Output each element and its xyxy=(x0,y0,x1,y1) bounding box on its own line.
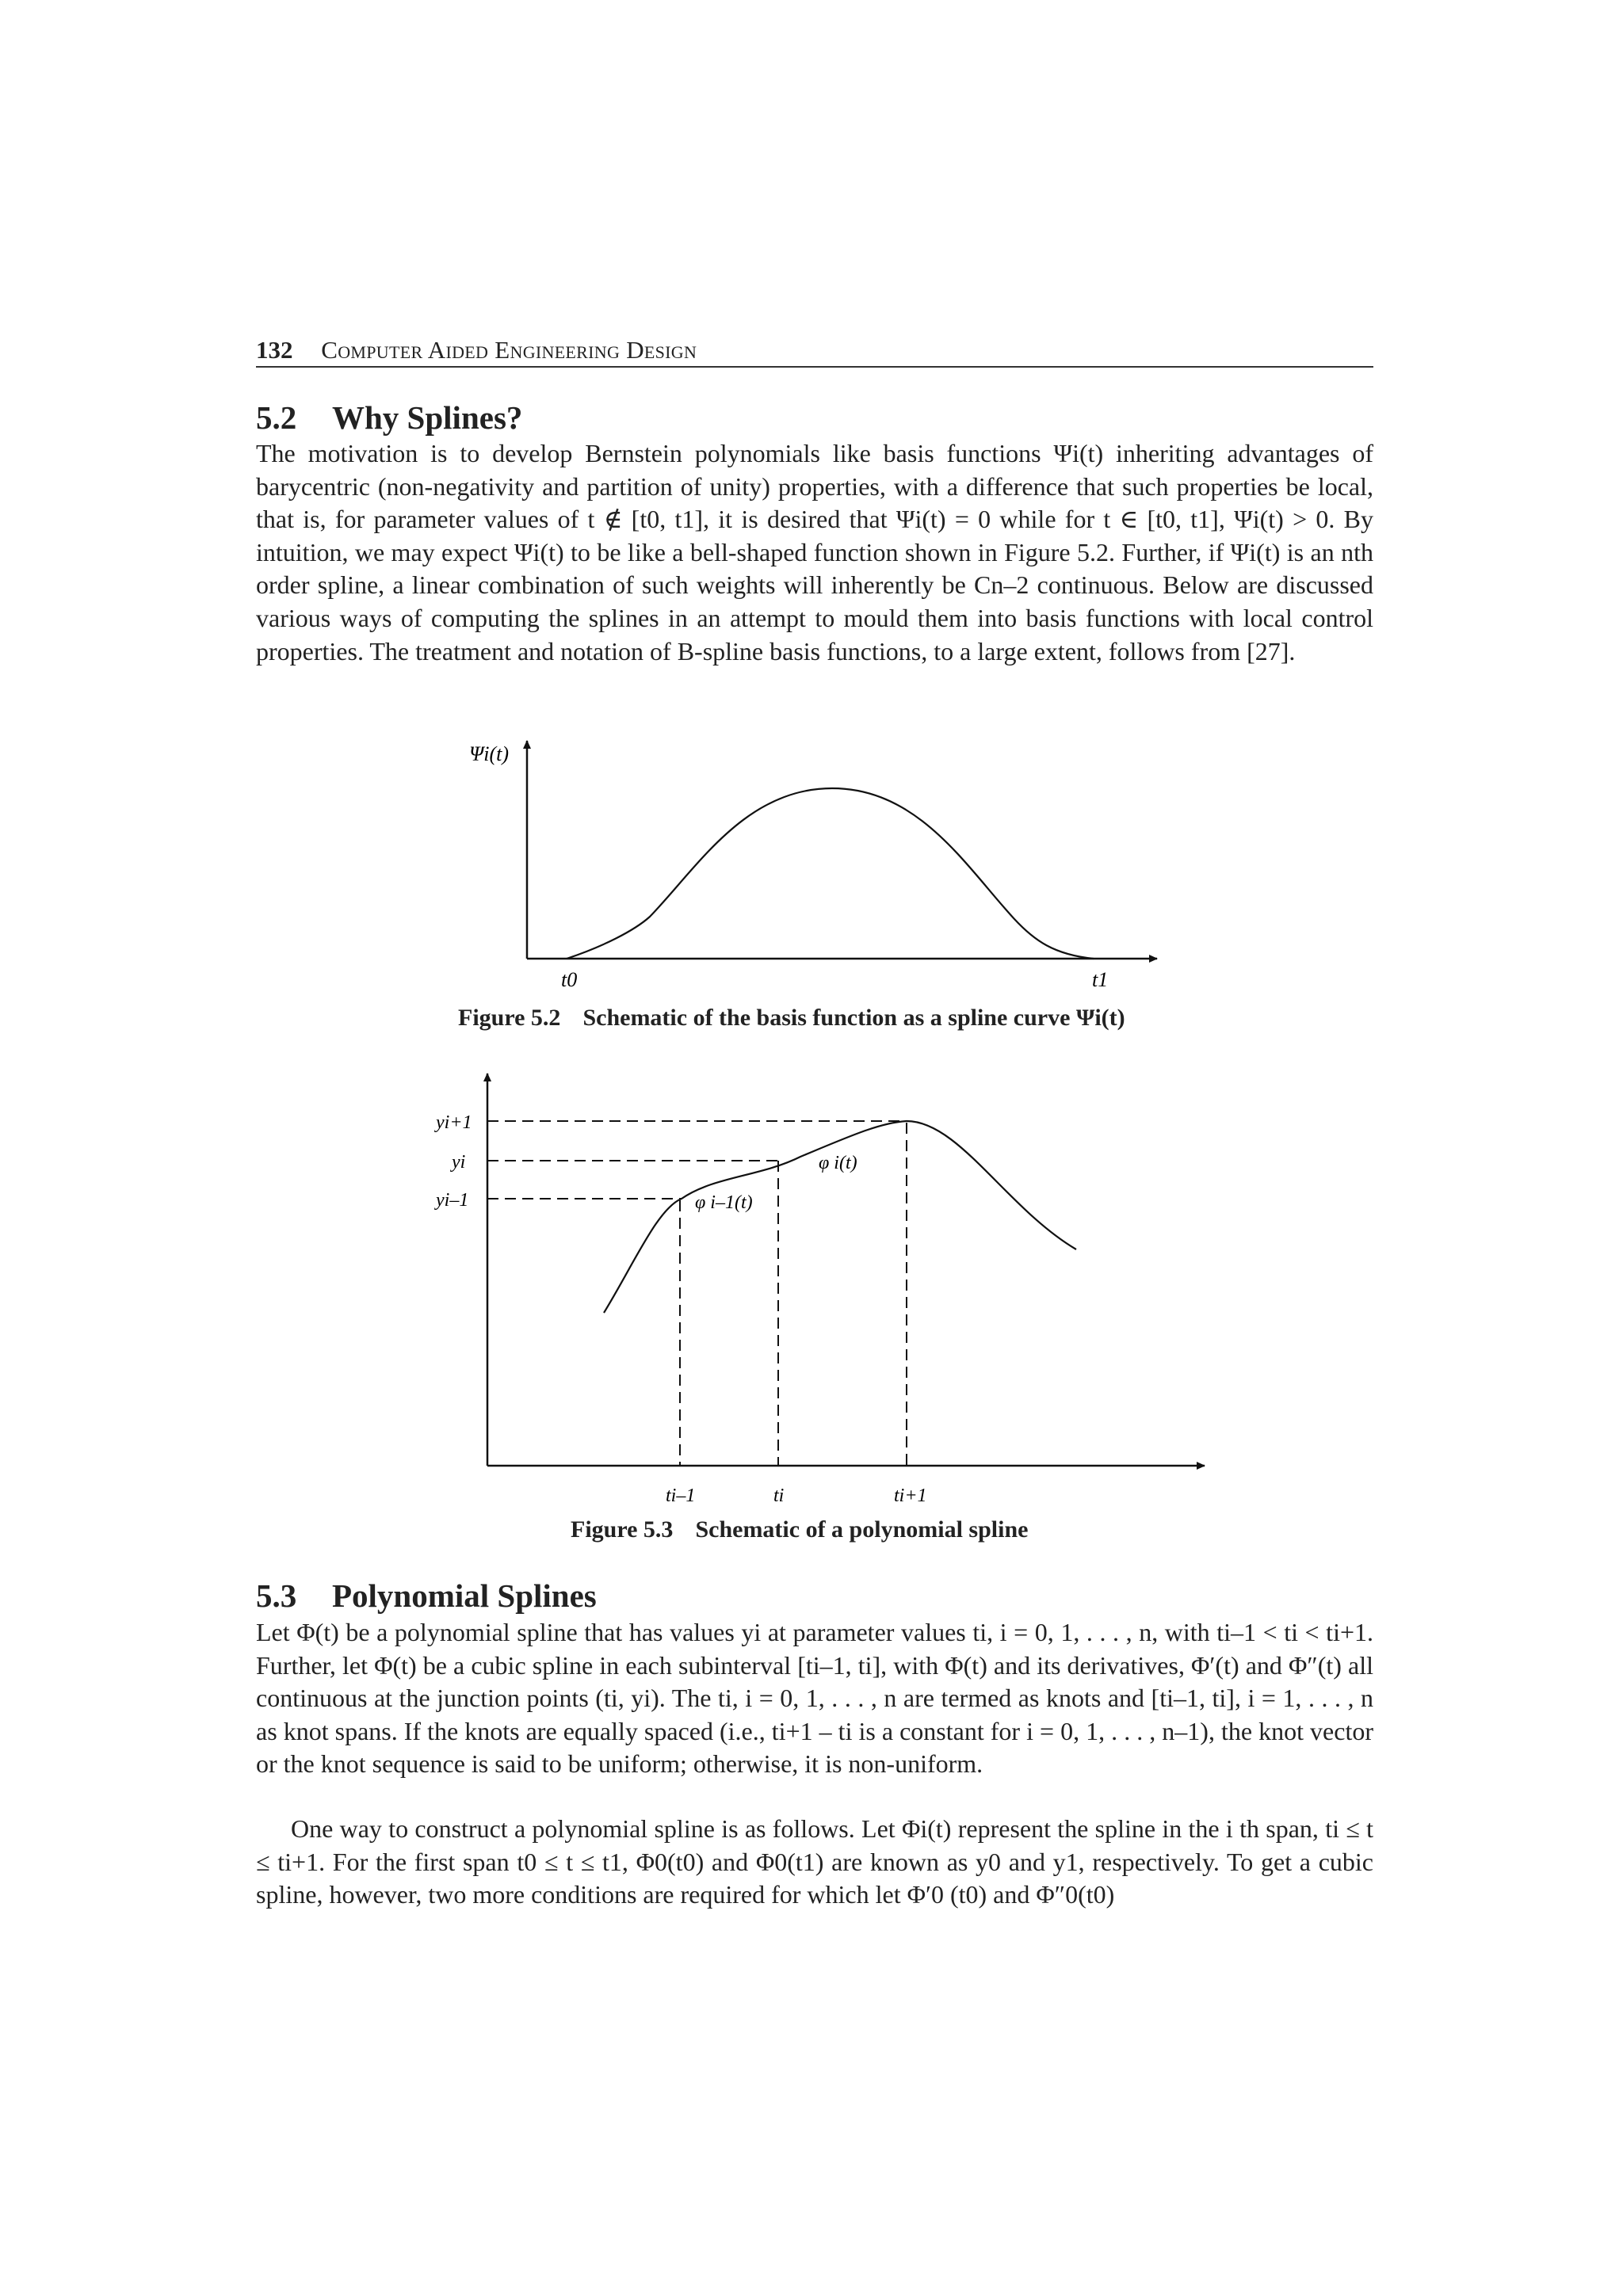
figure-5-2-caption xyxy=(458,1005,1125,1032)
caption-text: Schematic of the basis function as a spline curve Ψi(t) xyxy=(582,1005,1125,1031)
section-title: Polynomial Splines xyxy=(332,1577,597,1614)
paragraph-polynomial-splines-1: Let Φ(t) be a polynomial spline that has values yi at parameter values ti, i = 0, 1, . . . , n, with ti–1 < ti < ti+1. Further, let Φ(t) be a cubic spline in each subinterval [ti–1, ti], with Φ(t) and its derivatives, Φ′(t) and Φ″(t) all continuous at the junction points (ti, yi). The ti, i = 0, 1, . . . , n are termed as knots and [ti–1, ti], i = 1, . . . , n as knot spans. If the knots are equally spaced (i.e., ti+1 – ti is a constant for i = 0, 1, . . . , n–1), the knot vector or the knot sequence is said to be uniform; otherwise, it is non-uniform. xyxy=(256,1618,1374,1779)
section-title: Why Splines? xyxy=(332,399,523,436)
x-label-t0: t0 xyxy=(561,968,578,991)
section-number: 5.2 xyxy=(256,399,297,436)
spline-curve xyxy=(604,1121,1076,1313)
x-label-t1: t1 xyxy=(1092,968,1109,991)
figure-5-3 xyxy=(420,1066,1220,1513)
y-label-i: yi xyxy=(452,1152,466,1173)
caption-label: Figure 5.3 xyxy=(571,1516,674,1543)
curve-label-phi-i-minus-1: φ i–1(t) xyxy=(695,1192,753,1213)
bell-curve xyxy=(567,788,1094,959)
y-label-i-minus-1: yi–1 xyxy=(436,1190,469,1211)
y-label-i-plus-1: yi+1 xyxy=(436,1112,472,1133)
curve-label-phi-i: φ i(t) xyxy=(819,1153,857,1173)
y-axis-label: Ψi(t) xyxy=(469,742,510,765)
paragraph-why-splines: The motivation is to develop Bernstein polynomials like basis functions Ψi(t) inheriting advantages of barycentric (non-negativity and partition of unity) properties, with a difference that such properties be local, that is, for parameter values of t ∉ [t0, t1], it is desired that Ψi(t) = 0 while for t ∈ [t0, t1], Ψi(t) > 0. By intuition, we may expect Ψi(t) to be like a bell-shaped function shown in Figure 5.2. Further, if Ψi(t) is an nth order spline, a linear combination of such weights will inherently be Cn–2 continuous. Below are discussed various ways of computing the splines in an attempt to mould them into basis functions with local control properties. The treatment and notation of B-spline basis functions, to a large extent, follows from [27]. xyxy=(256,439,1373,666)
paragraph-polynomial-splines-2: One way to construct a polynomial spline is as follows. Let Φi(t) represent the spline in the i th span, ti ≤ t ≤ ti+1. For the first span t0 ≤ t ≤ t1, Φ0(t0) and Φ0(t1) are known as y0 and y1, respectively. To get a cubic spline, however, two more conditions are required for which let Φ′0 (t0) and Φ″0(t0) xyxy=(256,1814,1373,1909)
section-heading-5-3 xyxy=(256,1577,597,1615)
x-label-t-i-minus-1: ti–1 xyxy=(666,1486,696,1506)
section-heading-5-2 xyxy=(256,399,522,437)
x-label-t-i-plus-1: ti+1 xyxy=(894,1486,927,1506)
running-title: Computer Aided Engineering Design xyxy=(321,336,697,364)
caption-text: Schematic of a polynomial spline xyxy=(695,1516,1029,1543)
x-label-t-i: ti xyxy=(773,1486,785,1506)
caption-label: Figure 5.2 xyxy=(458,1005,561,1031)
section-number: 5.3 xyxy=(256,1577,297,1614)
figure-5-2 xyxy=(444,733,1173,1006)
page-number: 132 xyxy=(256,336,293,364)
figure-5-3-caption xyxy=(571,1516,1028,1543)
page-header xyxy=(256,336,1373,368)
